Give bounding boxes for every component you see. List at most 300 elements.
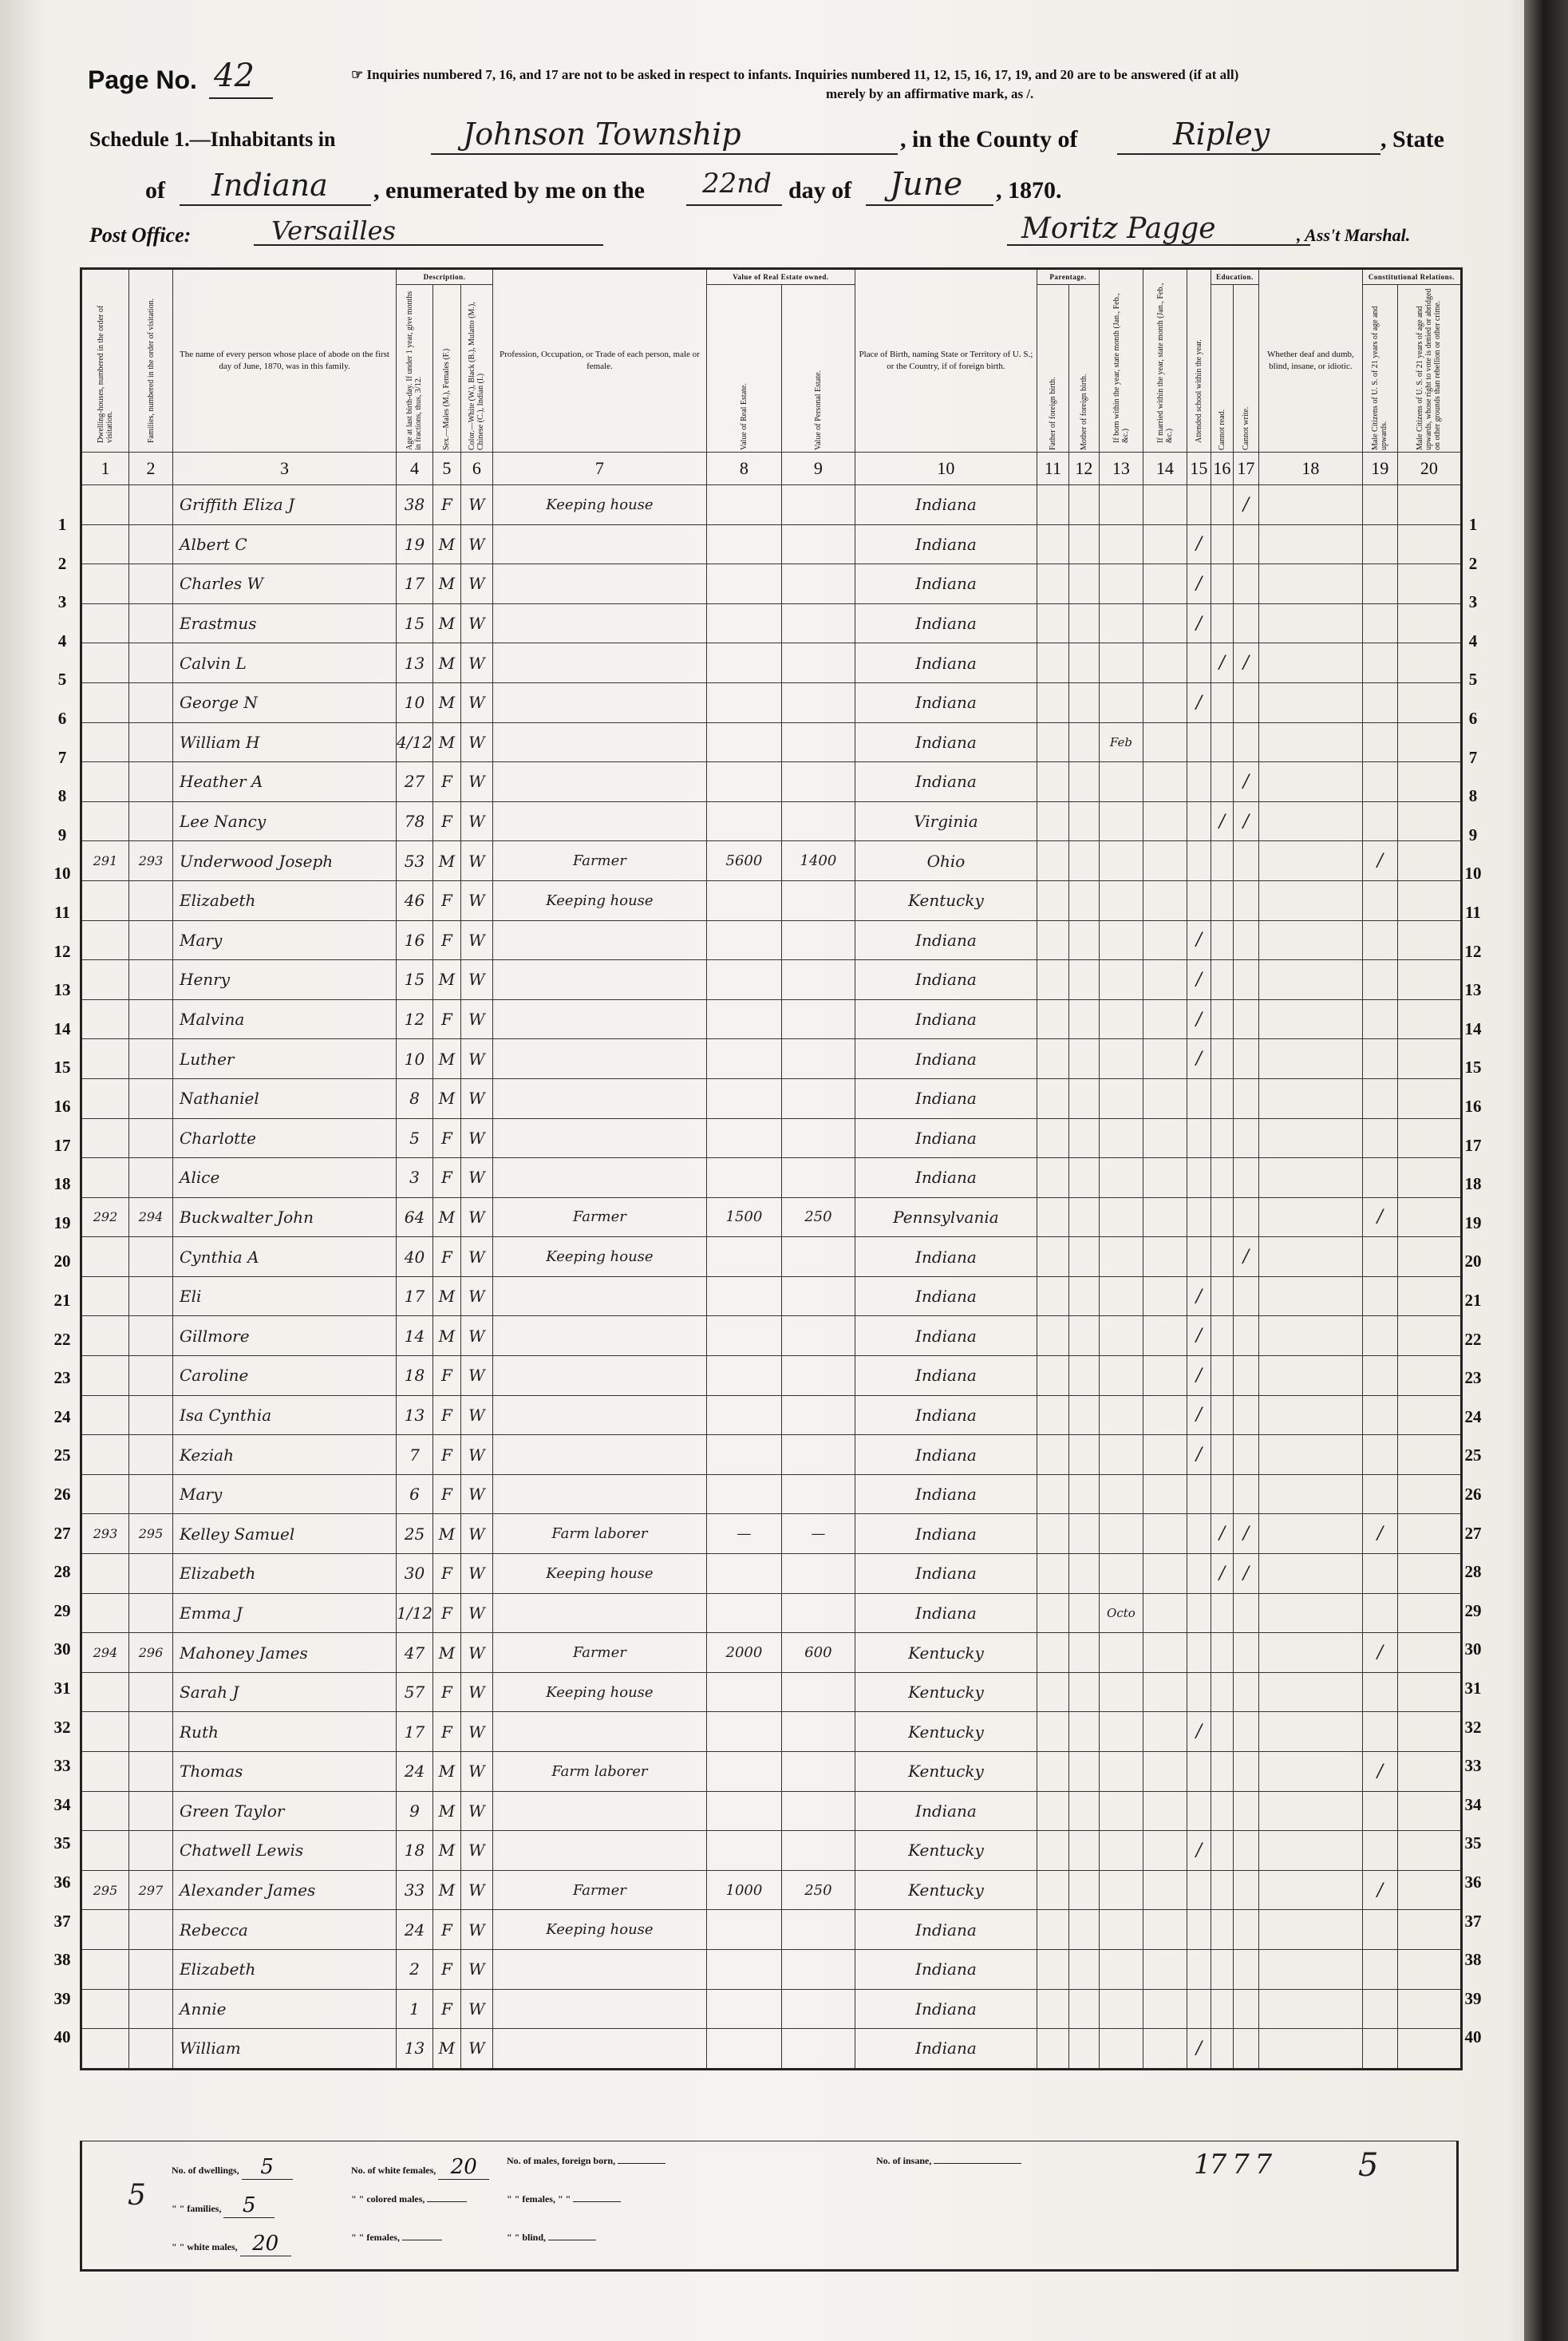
mother-foreign-cell — [1068, 1276, 1099, 1316]
person-name-cell: Nathaniel — [173, 1078, 397, 1118]
vote-denied-cell — [1397, 1316, 1461, 1356]
cannot-write-cell — [1233, 1039, 1258, 1079]
occupation-cell — [492, 1276, 706, 1316]
line-number: 18 — [53, 1174, 71, 1194]
male-citizen-cell — [1362, 762, 1397, 802]
day-value: 22nd — [702, 168, 772, 200]
born-month-cell — [1099, 485, 1143, 525]
personal-estate-value-cell — [781, 1039, 855, 1079]
married-month-cell — [1143, 603, 1187, 643]
disability-cell — [1258, 1078, 1362, 1118]
born-month-cell — [1099, 1474, 1143, 1514]
attended-school-cell — [1187, 1197, 1211, 1237]
born-month-cell — [1099, 1870, 1143, 1910]
cannot-read-cell — [1211, 1672, 1233, 1712]
cannot-read-cell — [1211, 880, 1233, 920]
family-number-cell — [129, 1949, 173, 1989]
born-month-cell — [1099, 2029, 1143, 2070]
sex-cell: M — [432, 960, 460, 1000]
column-number: 17 — [1233, 453, 1258, 485]
person-name-cell: Green Taylor — [173, 1791, 397, 1831]
col-header-vote-denied: Male Citizens of U. S. of 21 years of age and upwards, whose right to vote is denied or abridged on other grounds than rebellion or other crime. — [1397, 285, 1461, 453]
line-number: 18 — [1464, 1174, 1482, 1194]
attended-school-cell — [1187, 1474, 1211, 1514]
birthplace-cell: Indiana — [855, 1276, 1037, 1316]
dwelling-number-cell — [81, 1949, 129, 1989]
personal-estate-value-cell — [781, 1316, 855, 1356]
age-cell: 13 — [397, 2029, 433, 2070]
attended-school-cell: / — [1187, 1276, 1211, 1316]
occupation-cell — [492, 1989, 706, 2029]
personal-estate-value-cell — [781, 920, 855, 960]
mother-foreign-cell — [1068, 1197, 1099, 1237]
line-number: 3 — [1468, 592, 1478, 612]
personal-estate-value-cell — [781, 1118, 855, 1158]
family-number-cell — [129, 1158, 173, 1198]
person-name-cell: Sarah J — [173, 1672, 397, 1712]
column-number: 8 — [706, 453, 781, 485]
occupation-cell — [492, 1831, 706, 1871]
male-citizen-cell — [1362, 1237, 1397, 1277]
born-month-cell — [1099, 1910, 1143, 1950]
age-cell: 9 — [397, 1791, 433, 1831]
attended-school-cell: / — [1187, 1316, 1211, 1356]
cannot-write-cell — [1233, 1831, 1258, 1871]
male-citizen-cell: / — [1362, 1752, 1397, 1792]
married-month-cell — [1143, 682, 1187, 722]
cannot-read-cell — [1211, 999, 1233, 1039]
person-name-cell: Alice — [173, 1158, 397, 1198]
sex-cell: F — [432, 920, 460, 960]
color-cell: W — [460, 564, 492, 604]
dwelling-number-cell — [81, 643, 129, 683]
married-month-cell — [1143, 1514, 1187, 1554]
mother-foreign-cell — [1068, 603, 1099, 643]
age-cell: 13 — [397, 643, 433, 683]
married-month-cell — [1143, 1870, 1187, 1910]
age-cell: 57 — [397, 1672, 433, 1712]
attended-school-cell — [1187, 1633, 1211, 1673]
married-month-cell — [1143, 1474, 1187, 1514]
mother-foreign-cell — [1068, 1949, 1099, 1989]
age-cell: 38 — [397, 485, 433, 525]
vote-denied-cell — [1397, 1989, 1461, 2029]
father-foreign-cell — [1037, 643, 1068, 683]
color-cell: W — [460, 2029, 492, 2070]
person-name-cell: Isa Cynthia — [173, 1395, 397, 1435]
disability-cell — [1258, 485, 1362, 525]
personal-estate-value-cell — [781, 485, 855, 525]
real-estate-value-cell — [706, 920, 781, 960]
age-cell: 14 — [397, 1316, 433, 1356]
color-cell: W — [460, 1197, 492, 1237]
col-header-age: Age at last birth-day. If under 1 year, give months in fractions, thus, 3/12. — [397, 285, 433, 453]
male-citizen-cell — [1362, 880, 1397, 920]
disability-cell — [1258, 880, 1362, 920]
born-month-cell — [1099, 1791, 1143, 1831]
sex-cell: M — [432, 1831, 460, 1871]
disability-cell — [1258, 1554, 1362, 1594]
person-name-cell: Henry — [173, 960, 397, 1000]
footer-white-females: No. of white females, 20 — [351, 2155, 489, 2180]
cannot-read-cell: / — [1211, 1514, 1233, 1554]
cannot-write-cell — [1233, 1118, 1258, 1158]
mother-foreign-cell — [1068, 1078, 1099, 1118]
attended-school-cell — [1187, 643, 1211, 683]
disability-cell — [1258, 1831, 1362, 1871]
personal-estate-value-cell: — — [781, 1514, 855, 1554]
born-month-cell — [1099, 1039, 1143, 1079]
age-cell: 40 — [397, 1237, 433, 1277]
cannot-write-cell — [1233, 1593, 1258, 1633]
family-number-cell: 295 — [129, 1514, 173, 1554]
male-citizen-cell — [1362, 1910, 1397, 1950]
column-number: 1 — [81, 453, 129, 485]
dwelling-number-cell — [81, 1672, 129, 1712]
occupation-cell — [492, 682, 706, 722]
family-number-cell — [129, 1237, 173, 1277]
cannot-write-cell — [1233, 1752, 1258, 1792]
male-citizen-cell — [1362, 524, 1397, 564]
personal-estate-value-cell — [781, 1158, 855, 1198]
age-cell: 4/12 — [397, 722, 433, 762]
color-cell: W — [460, 1237, 492, 1277]
disability-cell — [1258, 1316, 1362, 1356]
attended-school-cell — [1187, 485, 1211, 525]
mother-foreign-cell — [1068, 1316, 1099, 1356]
line-number: 33 — [1464, 1756, 1482, 1776]
birthplace-cell: Indiana — [855, 762, 1037, 802]
person-name-cell: Erastmus — [173, 603, 397, 643]
dwelling-number-cell — [81, 920, 129, 960]
line-number: 16 — [53, 1097, 71, 1116]
dwelling-number-cell — [81, 1356, 129, 1396]
mother-foreign-cell — [1068, 722, 1099, 762]
family-number-cell — [129, 643, 173, 683]
line-number: 7 — [57, 747, 67, 767]
census-row — [81, 1910, 1462, 1950]
sex-cell: M — [432, 603, 460, 643]
mother-foreign-cell — [1068, 999, 1099, 1039]
family-number-cell — [129, 1118, 173, 1158]
col-header-school: Attended school within the year. — [1187, 269, 1211, 453]
column-number: 7 — [492, 453, 706, 485]
col-header-color: Color.—White (W.), Black (B.), Mulatto (M.), Chinese (C.), Indian (I.) — [460, 285, 492, 453]
sex-cell: M — [432, 841, 460, 881]
footer-colored-females: " " females, — [351, 2232, 442, 2244]
birthplace-cell: Indiana — [855, 1910, 1037, 1950]
age-cell: 15 — [397, 603, 433, 643]
cannot-write-cell — [1233, 564, 1258, 604]
mother-foreign-cell — [1068, 1712, 1099, 1752]
dwelling-number-cell: 291 — [81, 841, 129, 881]
birthplace-cell: Indiana — [855, 1989, 1037, 2029]
born-month-cell — [1099, 1237, 1143, 1277]
birthplace-cell: Indiana — [855, 2029, 1037, 2070]
footer-foreign-females: " " females, " " — [507, 2193, 621, 2205]
sex-cell: M — [432, 643, 460, 683]
vote-denied-cell — [1397, 960, 1461, 1000]
column-number: 4 — [397, 453, 433, 485]
occupation-cell: Farm laborer — [492, 1514, 706, 1554]
cannot-read-cell — [1211, 1474, 1233, 1514]
color-cell: W — [460, 1633, 492, 1673]
vote-denied-cell — [1397, 880, 1461, 920]
footer-colored-males: " " colored males, — [351, 2193, 467, 2205]
born-month-cell — [1099, 1752, 1143, 1792]
attended-school-cell: / — [1187, 960, 1211, 1000]
occupation-cell — [492, 643, 706, 683]
dwelling-number-cell — [81, 1554, 129, 1594]
cannot-read-cell: / — [1211, 643, 1233, 683]
census-row — [81, 1356, 1462, 1396]
occupation-cell — [492, 722, 706, 762]
father-foreign-cell — [1037, 841, 1068, 881]
person-name-cell: William H — [173, 722, 397, 762]
footer-education-tally: 17 7 7 — [1194, 2149, 1271, 2181]
birthplace-cell: Kentucky — [855, 1712, 1037, 1752]
cannot-write-cell — [1233, 999, 1258, 1039]
month-value: June — [890, 166, 963, 203]
occupation-cell — [492, 1158, 706, 1198]
occupation-cell — [492, 524, 706, 564]
census-row — [81, 880, 1462, 920]
cannot-read-cell — [1211, 841, 1233, 881]
col-header-father-foreign: Father of foreign birth. — [1037, 285, 1068, 453]
cannot-write-cell — [1233, 841, 1258, 881]
column-number-row — [81, 453, 1462, 485]
attended-school-cell — [1187, 762, 1211, 802]
dwelling-number-cell: 294 — [81, 1633, 129, 1673]
personal-estate-value-cell: 250 — [781, 1197, 855, 1237]
father-foreign-cell — [1037, 1514, 1068, 1554]
color-cell: W — [460, 1276, 492, 1316]
father-foreign-cell — [1037, 1316, 1068, 1356]
sex-cell: F — [432, 485, 460, 525]
born-month-cell — [1099, 1078, 1143, 1118]
line-number: 35 — [1464, 1833, 1482, 1853]
family-number-cell — [129, 1276, 173, 1316]
column-number: 5 — [432, 453, 460, 485]
mother-foreign-cell — [1068, 880, 1099, 920]
col-header-name: The name of every person whose place of abode on the first day of June, 1870, was in this family. — [173, 269, 397, 453]
family-number-cell — [129, 1791, 173, 1831]
line-number: 27 — [53, 1523, 71, 1543]
male-citizen-cell — [1362, 801, 1397, 841]
census-row — [81, 1078, 1462, 1118]
county-value: Ripley — [1173, 117, 1270, 152]
census-row — [81, 1197, 1462, 1237]
birthplace-cell: Indiana — [855, 1237, 1037, 1277]
real-estate-value-cell — [706, 1356, 781, 1396]
dwelling-number-cell — [81, 603, 129, 643]
age-cell: 27 — [397, 762, 433, 802]
cannot-write-cell: / — [1233, 801, 1258, 841]
vote-denied-cell — [1397, 1672, 1461, 1712]
born-month-cell — [1099, 643, 1143, 683]
dwelling-number-cell: 293 — [81, 1514, 129, 1554]
line-number: 10 — [53, 864, 71, 884]
male-citizen-cell — [1362, 1554, 1397, 1594]
line-number: 15 — [53, 1058, 71, 1078]
sex-cell: F — [432, 880, 460, 920]
vote-denied-cell — [1397, 1237, 1461, 1277]
birthplace-cell: Indiana — [855, 1949, 1037, 1989]
married-month-cell — [1143, 841, 1187, 881]
line-number: 10 — [1464, 864, 1482, 884]
cannot-write-cell: / — [1233, 1237, 1258, 1277]
cannot-write-cell — [1233, 1158, 1258, 1198]
person-name-cell: Annie — [173, 1989, 397, 2029]
disability-cell — [1258, 1435, 1362, 1475]
birthplace-cell: Indiana — [855, 1514, 1037, 1554]
birthplace-cell: Indiana — [855, 999, 1037, 1039]
disability-cell — [1258, 1752, 1362, 1792]
line-number: 16 — [1464, 1097, 1482, 1116]
census-row — [81, 524, 1462, 564]
cannot-read-cell — [1211, 1237, 1233, 1277]
male-citizen-cell — [1362, 1672, 1397, 1712]
disability-cell — [1258, 1039, 1362, 1079]
father-foreign-cell — [1037, 485, 1068, 525]
cannot-write-cell — [1233, 1197, 1258, 1237]
cannot-read-cell — [1211, 2029, 1233, 2070]
father-foreign-cell — [1037, 524, 1068, 564]
color-cell: W — [460, 1672, 492, 1712]
father-foreign-cell — [1037, 603, 1068, 643]
personal-estate-value-cell — [781, 1752, 855, 1792]
footer-family-tally: 5 — [128, 2179, 146, 2212]
person-name-cell: Keziah — [173, 1435, 397, 1475]
line-number: 14 — [53, 1018, 71, 1038]
born-month-cell — [1099, 920, 1143, 960]
column-number: 18 — [1258, 453, 1362, 485]
married-month-cell — [1143, 1158, 1187, 1198]
male-citizen-cell — [1362, 564, 1397, 604]
footer-dwellings: No. of dwellings, 5 — [172, 2155, 293, 2180]
dwelling-number-cell — [81, 2029, 129, 2070]
attended-school-cell — [1187, 1554, 1211, 1594]
real-estate-value-cell — [706, 1158, 781, 1198]
father-foreign-cell — [1037, 801, 1068, 841]
color-cell: W — [460, 841, 492, 881]
column-number: 15 — [1187, 453, 1211, 485]
census-row — [81, 1039, 1462, 1079]
census-row — [81, 485, 1462, 525]
birthplace-cell: Indiana — [855, 1474, 1037, 1514]
cannot-write-cell — [1233, 1870, 1258, 1910]
male-citizen-cell — [1362, 1158, 1397, 1198]
occupation-cell — [492, 1474, 706, 1514]
cannot-write-cell — [1233, 1078, 1258, 1118]
column-number: 13 — [1099, 453, 1143, 485]
father-foreign-cell — [1037, 1474, 1068, 1514]
col-header-male-citizen: Male Citizens of U. S. of 21 years of age and upwards. — [1362, 285, 1397, 453]
census-row — [81, 1949, 1462, 1989]
vote-denied-cell — [1397, 801, 1461, 841]
census-row — [81, 1237, 1462, 1277]
dwelling-number-cell — [81, 801, 129, 841]
real-estate-value-cell — [706, 1949, 781, 1989]
color-cell: W — [460, 999, 492, 1039]
year-label: , 1870. — [996, 177, 1062, 204]
disability-cell — [1258, 960, 1362, 1000]
married-month-cell — [1143, 1752, 1187, 1792]
disability-cell — [1258, 801, 1362, 841]
mother-foreign-cell — [1068, 960, 1099, 1000]
male-citizen-cell — [1362, 920, 1397, 960]
married-month-cell — [1143, 1831, 1187, 1871]
personal-estate-value-cell — [781, 1237, 855, 1277]
real-estate-value-cell — [706, 1712, 781, 1752]
age-cell: 19 — [397, 524, 433, 564]
vote-denied-cell — [1397, 682, 1461, 722]
cannot-write-cell — [1233, 960, 1258, 1000]
vote-denied-cell — [1397, 999, 1461, 1039]
line-number: 13 — [1464, 980, 1482, 1000]
cannot-read-cell — [1211, 603, 1233, 643]
attended-school-cell: / — [1187, 1039, 1211, 1079]
page-binding-edge — [1524, 0, 1568, 2341]
born-month-cell: Octo — [1099, 1593, 1143, 1633]
disability-cell — [1258, 1949, 1362, 1989]
dwelling-number-cell — [81, 762, 129, 802]
married-month-cell — [1143, 920, 1187, 960]
line-number: 9 — [57, 824, 67, 844]
cannot-read-cell — [1211, 960, 1233, 1000]
sex-cell: M — [432, 1633, 460, 1673]
sex-cell: M — [432, 1791, 460, 1831]
age-cell: 16 — [397, 920, 433, 960]
birthplace-cell: Virginia — [855, 801, 1037, 841]
attended-school-cell — [1187, 1672, 1211, 1712]
married-month-cell — [1143, 1356, 1187, 1396]
occupation-cell: Keeping house — [492, 1554, 706, 1594]
mother-foreign-cell — [1068, 1752, 1099, 1792]
age-cell: 18 — [397, 1356, 433, 1396]
disability-cell — [1258, 762, 1362, 802]
line-number: 33 — [53, 1756, 71, 1776]
father-foreign-cell — [1037, 1791, 1068, 1831]
color-cell: W — [460, 682, 492, 722]
born-month-cell — [1099, 682, 1143, 722]
disability-cell — [1258, 1276, 1362, 1316]
line-number: 19 — [1464, 1212, 1482, 1232]
real-estate-value-cell: 1000 — [706, 1870, 781, 1910]
cannot-write-cell — [1233, 1633, 1258, 1673]
occupation-cell — [492, 762, 706, 802]
color-cell: W — [460, 643, 492, 683]
real-estate-value-cell — [706, 999, 781, 1039]
age-cell: 24 — [397, 1910, 433, 1950]
father-foreign-cell — [1037, 722, 1068, 762]
sex-cell: M — [432, 1276, 460, 1316]
person-name-cell: George N — [173, 682, 397, 722]
dwelling-number-cell: 295 — [81, 1870, 129, 1910]
occupation-cell: Farm laborer — [492, 1752, 706, 1792]
footer-citizen-tally: 5 — [1358, 2147, 1379, 2184]
line-number: 9 — [1468, 824, 1478, 844]
line-number: 20 — [53, 1252, 71, 1271]
sex-cell: F — [432, 1593, 460, 1633]
attended-school-cell: / — [1187, 524, 1211, 564]
dwelling-number-cell — [81, 1118, 129, 1158]
personal-estate-value-cell — [781, 722, 855, 762]
real-estate-value-cell — [706, 1474, 781, 1514]
line-number: 5 — [1468, 670, 1478, 690]
personal-estate-value-cell — [781, 1554, 855, 1594]
state-label: , State — [1380, 126, 1444, 152]
